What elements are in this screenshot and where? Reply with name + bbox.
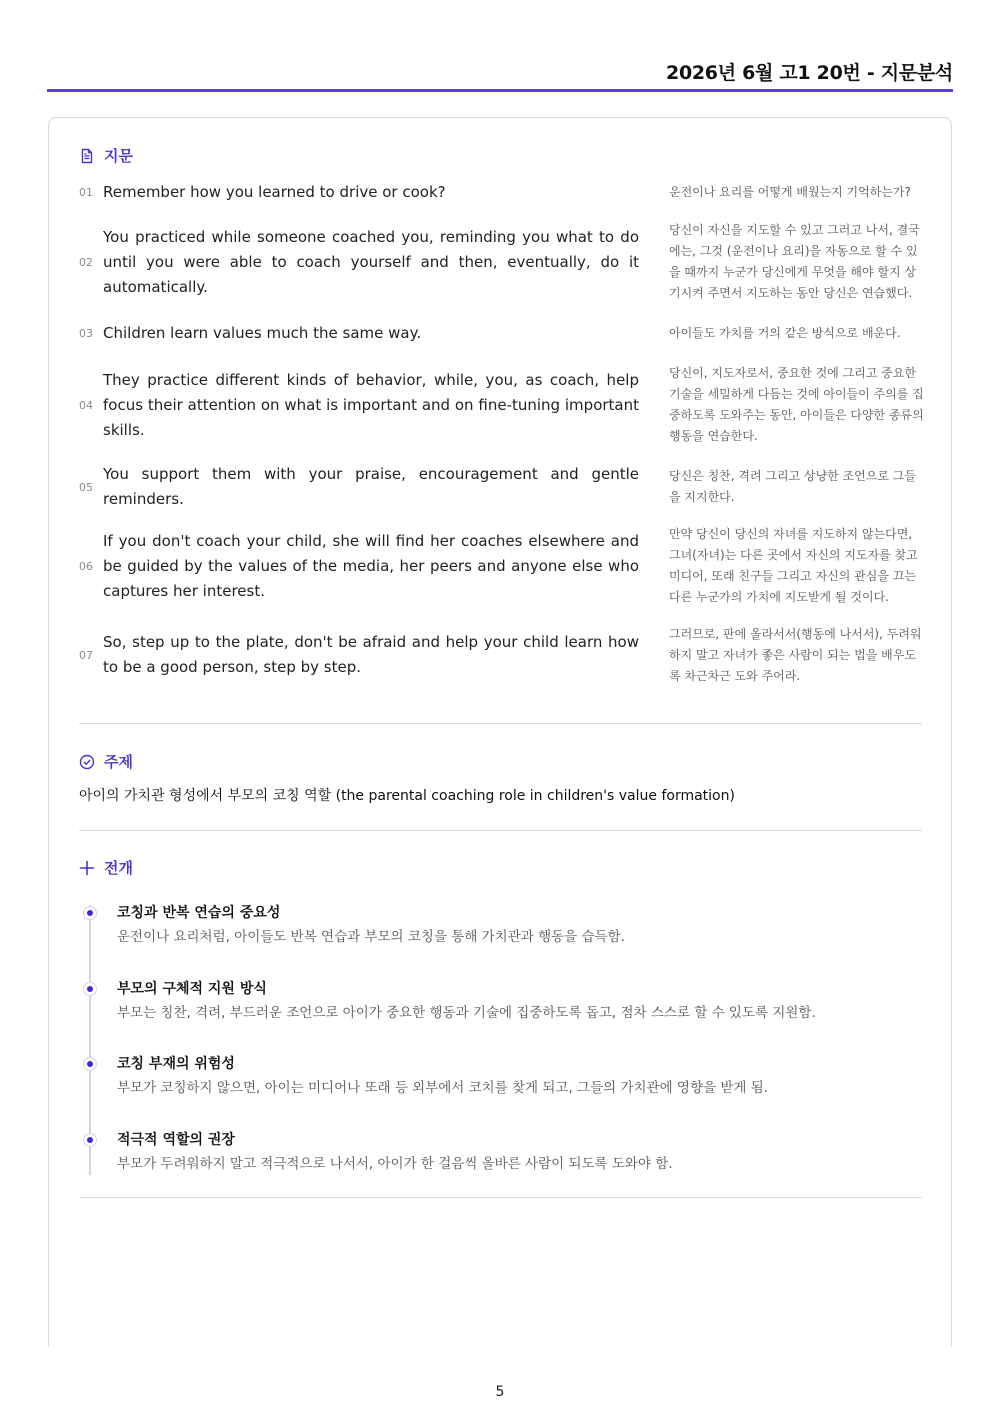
section-divider <box>79 723 922 724</box>
sentence-number: 05 <box>79 480 93 494</box>
passage-section-label: 지문 <box>104 147 133 165</box>
theme-section-header <box>79 751 133 772</box>
sentence-number: 03 <box>79 326 93 340</box>
sentence-text: If you don't coach your child, she will find her coaches elsewhere and be guided by the values of the media, her peers and anyone else who captures her interest. <box>103 531 639 600</box>
timeline-item-desc: 운전이나 요리처럼, 아이들도 반복 연습과 부모의 코칭을 통해 가치관과 행동을 습득함. <box>117 929 625 945</box>
timeline-item-desc: 부모가 두려워하지 말고 적극적으로 나서서, 아이가 한 걸음씩 올바른 사람이 되도록 도와야 함. <box>117 1156 673 1172</box>
timeline-item-desc: 부모가 코칭하지 않으면, 아이는 미디어나 또래 등 외부에서 코치를 찾게 되고, 그들의 가치관에 영향을 받게 됨. <box>117 1080 769 1096</box>
page-number: 5 <box>495 1384 505 1400</box>
timeline-item-title: 부모의 구체적 지원 방식 <box>117 981 267 997</box>
sentence-row <box>79 174 925 210</box>
passage-section-header <box>79 145 133 166</box>
analysis-card <box>48 117 952 1347</box>
theme-section-label: 주제 <box>104 753 133 771</box>
sentence-row <box>79 458 925 516</box>
sentence-translation: 만약 당신이 당신의 자녀를 지도하지 않는다면, 그녀(자녀)는 다른 곳에서 자신의 지도자를 찾고 미디어, 또래 친구들 그리고 자신의 관심을 끄는 다른 누군가의 가치에 지도받게 될 것이다. <box>669 527 918 604</box>
sentence-text: Children learn values much the same way. <box>103 323 422 342</box>
passage-list <box>79 174 925 694</box>
flow-section-label: 전개 <box>104 859 133 877</box>
sentence-text: Remember how you learned to drive or cook? <box>103 182 446 201</box>
sentence-text: You practiced while someone coached you, reminding you what to do until you were able to coach yourself and then, eventually, do it automatically. <box>103 227 639 296</box>
timeline-dot-icon <box>83 1133 97 1147</box>
plus-icon <box>79 860 95 876</box>
sentence-text: You support them with your praise, encouragement and gentle reminders. <box>103 465 639 508</box>
sentence-translation: 아이들도 가치를 거의 같은 방식으로 배운다. <box>669 325 901 340</box>
timeline-item-title: 적극적 역할의 권장 <box>117 1132 235 1148</box>
sentence-row <box>79 352 925 458</box>
sentence-number: 06 <box>79 559 93 573</box>
sentence-text: They practice different kinds of behavior, while, you, as coach, help focus their attention on what is important and on fine-tuning important skills. <box>103 370 639 439</box>
section-divider <box>79 1197 922 1198</box>
sentence-number: 02 <box>79 255 93 269</box>
sentence-row <box>79 314 925 352</box>
sentence-number: 01 <box>79 185 93 199</box>
section-divider <box>79 830 922 831</box>
sentence-translation: 운전이나 요리를 어떻게 배웠는지 기억하는가? <box>669 184 911 199</box>
check-circle-icon <box>79 754 95 770</box>
sentence-translation: 그러므로, 판에 올라서서(행동에 나서서), 두려워하지 말고 자녀가 좋은 사람이 되는 법을 배우도록 차근차근 도와 주어라. <box>669 626 922 683</box>
sentence-row <box>79 210 925 314</box>
page-title: 2026년 6월 고1 20번 - 지문분석 <box>666 62 953 84</box>
sentence-number: 07 <box>79 648 93 662</box>
sentence-text: So, step up to the plate, don't be afraid and help your child learn how to be a good person, step by step. <box>103 633 639 676</box>
page-header <box>47 58 953 92</box>
document-icon <box>79 148 95 164</box>
sentence-row <box>79 516 925 616</box>
sentence-number: 04 <box>79 398 93 412</box>
timeline-dot-icon <box>83 982 97 996</box>
sentence-translation: 당신이, 지도자로서, 중요한 것에 그리고 중요한 기술을 세밀하게 다듬는 것에 아이들이 주의를 집중하도록 도와주는 동안, 아이들은 다양한 종류의 행동을 연습한다. <box>669 366 924 443</box>
sentence-translation: 당신은 칭찬, 격려 그리고 상냥한 조언으로 그들을 지지한다. <box>669 469 916 504</box>
flow-section-header <box>79 857 133 878</box>
timeline-dot-icon <box>83 1057 97 1071</box>
sentence-row <box>79 616 925 694</box>
timeline-item-title: 코칭 부재의 위험성 <box>117 1056 235 1072</box>
theme-text: 아이의 가치관 형성에서 부모의 코칭 역할 (the parental coaching role in children's value formation) <box>79 788 735 804</box>
timeline-dot-icon <box>83 906 97 920</box>
timeline-item-desc: 부모는 칭찬, 격려, 부드러운 조언으로 아이가 중요한 행동과 기술에 집중하도록 돕고, 점차 스스로 할 수 있도록 지원함. <box>117 1005 816 1021</box>
sentence-translation: 당신이 자신을 지도할 수 있고 그러고 나서, 결국에는, 그것 (운전이나 요리)을 자동으로 할 수 있을 때까지 누군가 당신에게 무엇을 해야 할지 상기시켜 주면서 지도하는 동안 당신은 연습했다. <box>669 223 920 300</box>
timeline-item-title: 코칭과 반복 연습의 중요성 <box>117 905 281 921</box>
